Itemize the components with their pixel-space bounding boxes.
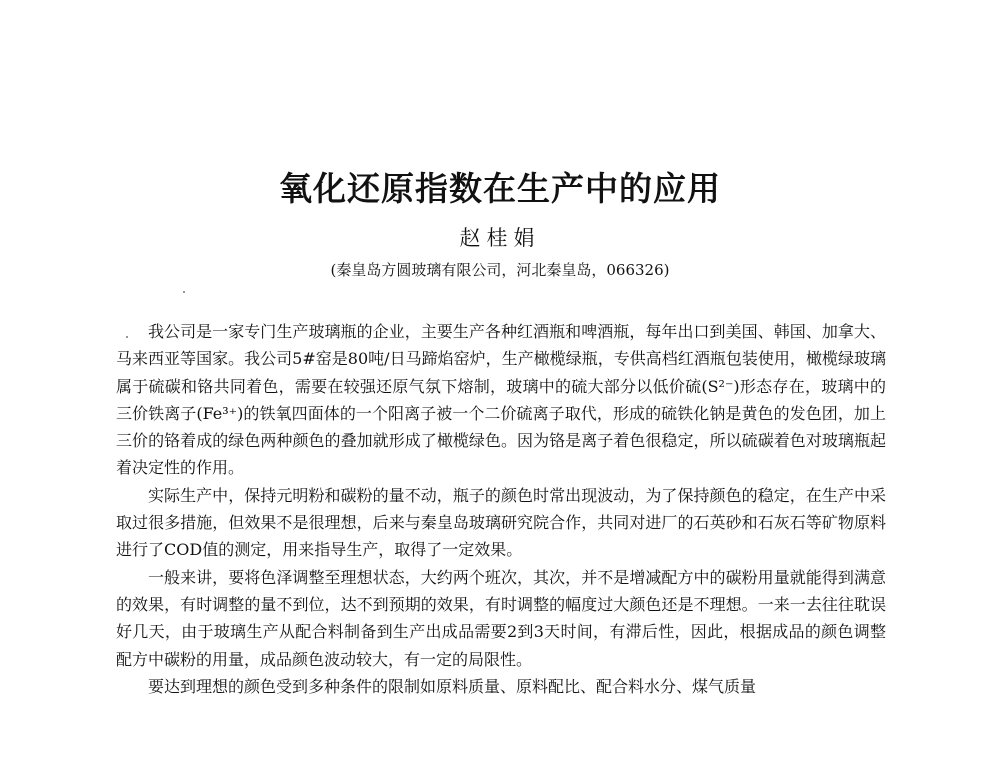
paragraph: 要达到理想的颜色受到多种条件的限制如原料质量、原料配比、配合料水分、煤气质量 bbox=[148, 676, 757, 696]
author-name: 赵桂娟 bbox=[459, 226, 541, 250]
paragraph: 一般来讲，要将色泽调整至理想状态，大约两个班次，其次，并不是增减配方中的碳粉用量就能得到满意的效果，有时调整的量不到位，达不到预期的效果，有时调整的幅度过大颜色还是不理想。一来一去往往耽误好几天，由于玻璃生产从配合料制备到生产出成品需要2到3天时间，有滞后性，因此，根据成品的颜色调整配方中碳粉的用量，成品颜色波动较大，有一定的局限性。 bbox=[116, 567, 886, 669]
paper-title: 氧化还原指数在生产中的应用 bbox=[279, 169, 721, 208]
scan-speck bbox=[183, 291, 185, 293]
paragraph: 我公司是一家专门生产玻璃瓶的企业，主要生产各种红酒瓶和啤酒瓶，每年出口到美国、韩国、加拿大、马来西亚等国家。我公司5#窑是80吨/日马蹄焰窑炉，生产橄榄绿瓶，专供高档红酒瓶包装使用，橄榄绿玻璃属于硫碳和铬共同着色，需要在较强还原气氛下熔制，玻璃中的硫大部分以低价硫(S²⁻)形态存在，玻璃中的三价铁离子(Fe³⁺)的铁氧四面体的一个阳离子被一个二价硫离子取代，形成的硫铁化钠是黄色的发色团，加上三价的铬着成的绿色两种颜色的叠加就形成了橄榄绿色。因为铬是离子着色很稳定，所以硫碳着色对玻璃瓶起着决定性的作用。 bbox=[116, 322, 886, 478]
paragraph: 实际生产中，保持元明粉和碳粉的量不动，瓶子的颜色时常出现波动，为了保持颜色的稳定，在生产中采取过很多措施，但效果不是很理想，后来与秦皇岛玻璃研究院合作，共同对进厂的石英砂和石灰石等矿物原料进行了COD值的测定，用来指导生产，取得了一定效果。 bbox=[116, 485, 886, 560]
body-text bbox=[116, 318, 886, 700]
author-affiliation: (秦皇岛方圆玻璃有限公司，河北秦皇岛，066326) bbox=[330, 261, 670, 279]
